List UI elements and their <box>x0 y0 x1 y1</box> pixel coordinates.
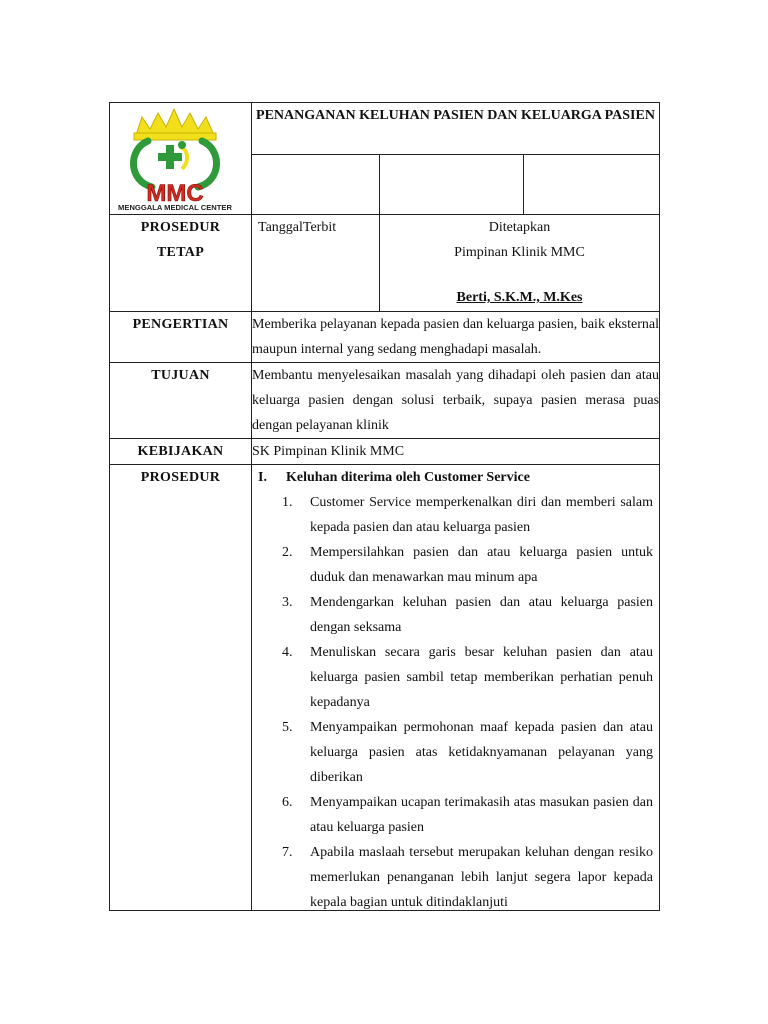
step-item <box>252 490 659 540</box>
step-item <box>252 590 659 640</box>
pengertian-text: Memberika pelayanan kepada pasien dan keluarga pasien, baik eksternal maupun internal yang sedang menghadapi masalah. <box>252 312 660 363</box>
ditetapkan-cell <box>380 215 660 312</box>
step-item <box>252 840 659 910</box>
sop-table <box>109 102 660 911</box>
document-title-cell <box>252 103 660 155</box>
step-text: Mempersilahkan pasien dan atau keluarga pasien untuk duduk dan menawarkan mau minum apa <box>310 545 654 585</box>
step-number: 2. <box>282 545 293 560</box>
document-title: PENANGANAN KELUHAN PASIEN DAN KELUARGA PASIEN <box>256 108 655 123</box>
tanggal-terbit-cell <box>252 215 380 312</box>
pimpinan-label: Pimpinan Klinik MMC <box>454 245 585 260</box>
step-number: 4. <box>282 645 293 660</box>
step-text: Menyampaikan permohonan maaf kepada pasien dan atau keluarga pasien atas ketidaknyamanan pelayanan yang diberikan <box>310 720 654 785</box>
steps-list <box>252 490 659 910</box>
section-heading <box>252 465 659 490</box>
mmc-logo <box>110 105 250 213</box>
step-number: 6. <box>282 795 293 810</box>
doc-number-cell <box>252 155 380 215</box>
step-text: Mendengarkan keluhan pasien dan atau keluarga pasien dengan seksama <box>310 595 654 635</box>
step-number: 7. <box>282 845 293 860</box>
step-text: Menuliskan secara garis besar keluhan pasien dan atau keluarga pasien sambil tetap memberikan perhatian penuh kepadanya <box>310 645 654 710</box>
step-number: 5. <box>282 720 293 735</box>
step-item <box>252 540 659 590</box>
step-item <box>252 715 659 790</box>
tujuan-text: Membantu menyelesaikan masalah yang dihadapi oleh pasien dan atau keluarga pasien dengan solusi terbaik, supaya pasien merasa puas dengan pelayanan klinik <box>252 363 660 439</box>
step-item <box>252 790 659 840</box>
crown-icon <box>134 109 216 140</box>
logo-cell <box>110 103 252 215</box>
step-item <box>252 640 659 715</box>
page-cell <box>524 155 660 215</box>
prosedur-label: PROSEDUR <box>140 470 221 485</box>
kebijakan-label-cell <box>110 439 252 465</box>
tujuan-label: TUJUAN <box>151 368 210 383</box>
step-number: 1. <box>282 495 293 510</box>
prosedur-content-cell <box>252 465 660 911</box>
prosedur-tetap-label-line1: PROSEDUR <box>140 220 221 235</box>
revision-cell <box>380 155 524 215</box>
logo-subtitle-text: MENGGALA MEDICAL CENTER <box>118 203 232 212</box>
signatory-name: Berti, S.K.M., M.Kes <box>456 290 583 305</box>
pengertian-label-cell <box>110 312 252 363</box>
step-text: Apabila maslaah tersebut merupakan keluhan dengan resiko memerlukan penanganan lebih lanjut segera lapor kepada kepala bagian untuk ditindaklanjuti <box>310 845 654 910</box>
tanggal-terbit-label: TanggalTerbit <box>258 220 337 235</box>
kebijakan-text: SK Pimpinan Klinik MMC <box>252 439 660 465</box>
section-title: Keluhan diterima oleh Customer Service <box>286 470 530 485</box>
prosedur-tetap-label-line2: TETAP <box>156 245 205 260</box>
section-number: I. <box>258 470 267 485</box>
pengertian-label: PENGERTIAN <box>132 317 229 332</box>
step-text: Customer Service memperkenalkan diri dan memberi salam kepada pasien dan atau keluarga pasien <box>310 495 654 535</box>
ditetapkan-label: Ditetapkan <box>488 220 551 235</box>
tujuan-label-cell <box>110 363 252 439</box>
prosedur-tetap-label-cell <box>110 215 252 312</box>
prosedur-label-cell <box>110 465 252 911</box>
step-text: Menyampaikan ucapan terimakasih atas masukan pasien dan atau keluarga pasien <box>310 795 654 835</box>
logo-mmc-text: MMC <box>146 180 204 207</box>
step-number: 3. <box>282 595 293 610</box>
kebijakan-label: KEBIJAKAN <box>137 444 224 459</box>
